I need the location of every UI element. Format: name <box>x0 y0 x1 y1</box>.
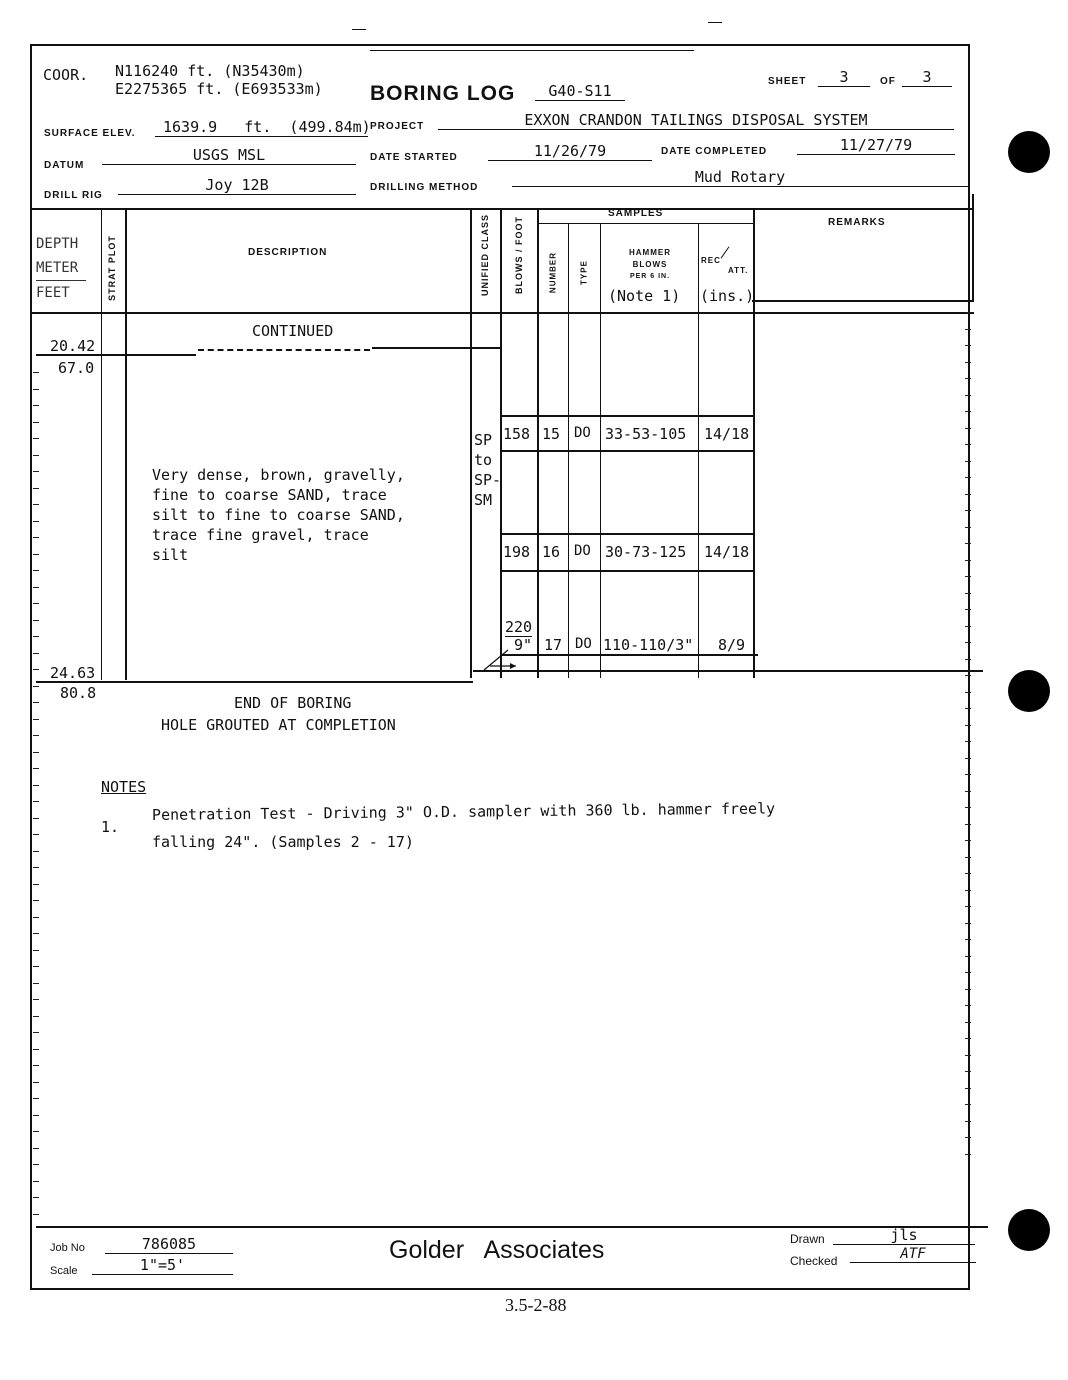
scale-tick <box>965 576 971 577</box>
scale-label: Scale <box>50 1265 78 1277</box>
sample-blows-sub: 9" <box>514 636 533 654</box>
end-of-boring-line <box>36 681 473 683</box>
hammer-heading <box>602 247 698 283</box>
binding-mark <box>352 29 366 30</box>
scale-tick <box>965 1121 971 1122</box>
description-line: trace fine gravel, trace <box>152 526 369 544</box>
note-line-2: falling 24". (Samples 2 - 17) <box>152 833 414 851</box>
date-started-label: DATE STARTED <box>370 152 458 163</box>
scale-tick <box>33 735 39 736</box>
scale-tick <box>965 593 971 594</box>
hammer-note: (Note 1) <box>608 287 681 305</box>
scale-tick <box>965 362 971 363</box>
binding-mark <box>370 50 694 51</box>
datum-label: DATUM <box>44 160 85 171</box>
coordinates-east: E2275365 ft. (E693533m) <box>115 80 323 98</box>
scale-tick <box>965 428 971 429</box>
soil-description <box>152 465 405 565</box>
feet-heading: FEET <box>36 285 70 301</box>
depth-top-feet: 67.0 <box>58 359 95 377</box>
sample-row-line <box>500 654 758 656</box>
unified-class-heading: UNIFIED CLASS <box>480 214 490 297</box>
scale-tick <box>33 471 39 472</box>
description-heading: DESCRIPTION <box>248 247 328 258</box>
scale-tick <box>965 708 971 709</box>
company-name: Golder Associates <box>389 1236 605 1264</box>
header-bottom-border <box>30 312 974 314</box>
scale-tick <box>33 603 39 604</box>
col-depth-heading <box>36 232 86 305</box>
scale-tick <box>33 1098 39 1099</box>
scale-tick <box>33 653 39 654</box>
scale-tick <box>33 587 39 588</box>
scale-tick <box>33 1049 39 1050</box>
scale-tick <box>965 461 971 462</box>
sample-row-line <box>500 450 755 452</box>
scale-tick <box>33 669 39 670</box>
continued-divider <box>372 347 500 349</box>
col-div-desc <box>470 208 472 678</box>
note-number: 1. <box>101 818 120 836</box>
checked-label: Checked <box>790 1254 838 1268</box>
scale-tick <box>33 389 39 390</box>
hammer-heading-2: BLOWS <box>632 260 668 269</box>
scale-tick <box>965 527 971 528</box>
scale-tick <box>965 791 971 792</box>
sample-blows: 220 <box>505 618 533 636</box>
sample-blows: 158 <box>503 425 531 443</box>
hole-grouted: HOLE GROUTED AT COMPLETION <box>161 716 396 734</box>
scale-tick <box>33 900 39 901</box>
col-div-blows <box>537 208 539 678</box>
scale-tick <box>965 774 971 775</box>
sample-type: DO <box>574 425 591 441</box>
scale-tick <box>33 438 39 439</box>
note-line-1: Penetration Test - Driving 3" O.D. sampler with 360 lb. hammer freely <box>151 799 776 824</box>
unified-class-value <box>474 430 501 510</box>
strat-plot-heading: STRAT PLOT <box>107 235 117 301</box>
hammer-heading-3: PER 6 IN. <box>629 273 671 280</box>
samples-header-line <box>537 223 753 224</box>
scale-tick <box>965 1038 971 1039</box>
sample-number: 16 <box>542 543 561 561</box>
class-line: SP- <box>474 471 502 489</box>
sheet-label: SHEET <box>768 76 807 87</box>
scale-tick <box>33 636 39 637</box>
scale-tick <box>965 890 971 891</box>
sample-hammer-blows: 30-73-125 <box>605 543 687 561</box>
scale-tick <box>965 1137 971 1138</box>
scale-tick <box>33 1032 39 1033</box>
sheet-total: 3 <box>902 68 952 87</box>
sheet-number: 3 <box>818 68 870 87</box>
scale-tick <box>965 1071 971 1072</box>
scale-tick <box>33 834 39 835</box>
scale-tick <box>965 758 971 759</box>
scale-tick <box>965 807 971 808</box>
sample-type: DO <box>575 636 592 652</box>
sample-hammer-blows: 110-110/3" <box>603 636 694 654</box>
description-line: fine to coarse SAND, trace <box>152 486 387 504</box>
drawn-by: jls <box>833 1226 975 1245</box>
datum-value: USGS MSL <box>102 146 356 165</box>
col-div-depth <box>101 208 102 680</box>
scale-tick <box>965 824 971 825</box>
scale-tick <box>33 372 39 373</box>
scale-tick <box>33 933 39 934</box>
scale-tick <box>965 626 971 627</box>
scale-tick <box>33 1197 39 1198</box>
scale-tick <box>965 560 971 561</box>
scale-tick <box>33 686 39 687</box>
scale-tick <box>33 801 39 802</box>
scale-tick <box>965 956 971 957</box>
hammer-heading-1: HAMMER <box>629 248 671 257</box>
project-name: EXXON CRANDON TAILINGS DISPOSAL SYSTEM <box>438 111 954 130</box>
scale-tick <box>33 1164 39 1165</box>
samples-heading: SAMPLES <box>608 208 664 219</box>
drilling-method: Mud Rotary <box>512 168 968 187</box>
scale-tick <box>965 1005 971 1006</box>
coordinates-north: N116240 ft. (N35430m) <box>115 62 305 80</box>
scale-tick <box>965 329 971 330</box>
blows-foot-heading: BLOWS / FOOT <box>514 216 524 294</box>
scale-tick <box>965 494 971 495</box>
table-right-border <box>972 194 974 302</box>
description-line: silt <box>152 546 189 564</box>
scale-tick <box>33 554 39 555</box>
scale-tick <box>33 1082 39 1083</box>
surface-elev-label: SURFACE ELEV. <box>44 128 136 139</box>
scale-tick <box>965 510 971 511</box>
scale-tick <box>33 966 39 967</box>
scale-tick <box>33 752 39 753</box>
class-line: SP <box>474 431 493 449</box>
binder-hole <box>1008 131 1050 173</box>
scale-tick <box>965 659 971 660</box>
scale-tick <box>965 312 971 313</box>
col-div-strat <box>125 208 127 680</box>
scale-tick <box>33 1214 39 1215</box>
scale-tick <box>33 1181 39 1182</box>
scale-tick <box>965 725 971 726</box>
checked-by: ATF <box>850 1246 976 1263</box>
scale-tick <box>965 642 971 643</box>
scale-tick <box>33 620 39 621</box>
number-heading: NUMBER <box>548 251 558 294</box>
scale-tick <box>965 444 971 445</box>
scale-tick <box>33 702 39 703</box>
scale-tick <box>965 840 971 841</box>
date-started: 11/26/79 <box>488 142 652 161</box>
page-title: BORING LOG <box>370 82 516 105</box>
scale-tick <box>33 422 39 423</box>
sample-number: 15 <box>542 425 561 443</box>
scale-tick <box>33 950 39 951</box>
scale-tick <box>33 768 39 769</box>
depth-top-meters: 20.42 <box>50 337 96 355</box>
att-heading: ATT. <box>728 266 749 275</box>
description-line: silt to fine to coarse SAND, <box>152 506 405 524</box>
scale-tick <box>965 1088 971 1089</box>
rec-units: (ins.) <box>700 287 755 305</box>
page-number: 3.5-2-88 <box>505 1295 567 1315</box>
scale-tick <box>965 972 971 973</box>
scale-tick <box>33 405 39 406</box>
remarks-heading: REMARKS <box>828 217 886 228</box>
sample-hammer-blows: 33-53-105 <box>605 425 687 443</box>
scale-tick <box>965 543 971 544</box>
continued-label: CONTINUED <box>252 322 334 340</box>
scale-tick <box>965 1022 971 1023</box>
scale-tick <box>33 521 39 522</box>
scale-tick <box>965 906 971 907</box>
job-no-label: Job No <box>50 1242 85 1254</box>
drill-rig-label: DRILL RIG <box>44 190 103 201</box>
scale-tick <box>965 395 971 396</box>
scale-tick <box>33 917 39 918</box>
scale-tick <box>33 851 39 852</box>
end-of-boring-line-right <box>473 670 983 672</box>
project-label: PROJECT <box>370 121 425 132</box>
scale-tick <box>33 1131 39 1132</box>
scale-tick <box>33 1115 39 1116</box>
scale-tick <box>965 989 971 990</box>
sample-row-line <box>500 415 755 417</box>
col-div-rec <box>753 208 755 678</box>
scale-value: 1"=5' <box>92 1256 233 1275</box>
sample-recovery: 14/18 <box>704 425 750 443</box>
type-heading: TYPE <box>579 260 589 285</box>
scale-tick <box>33 719 39 720</box>
scale-tick <box>965 857 971 858</box>
binder-hole <box>1008 1209 1050 1251</box>
scale-tick <box>33 867 39 868</box>
sample-row-line <box>500 570 755 572</box>
sample-row-line <box>500 533 755 535</box>
binding-mark <box>708 22 722 23</box>
sample-recovery: 8/9 <box>718 636 746 654</box>
rec-heading: REC <box>701 256 721 265</box>
scale-tick <box>33 504 39 505</box>
scale-tick <box>965 1104 971 1105</box>
scale-tick <box>33 488 39 489</box>
depth-bottom-meters: 24.63 <box>50 664 96 682</box>
binder-hole <box>1008 670 1050 712</box>
date-completed-label: DATE COMPLETED <box>661 146 768 157</box>
table-top-border <box>30 208 974 210</box>
scale-tick <box>33 785 39 786</box>
scale-tick <box>965 692 971 693</box>
notes-heading: NOTES <box>101 778 147 796</box>
drill-rig: Joy 12B <box>118 176 356 195</box>
class-line: to <box>474 451 493 469</box>
scale-tick <box>965 741 971 742</box>
job-no: 786085 <box>105 1235 233 1254</box>
scale-tick <box>33 983 39 984</box>
depth-heading: DEPTH <box>36 236 79 252</box>
scale-tick <box>965 1055 971 1056</box>
coor-label: COOR. <box>43 66 89 84</box>
scale-tick <box>33 884 39 885</box>
scale-tick <box>965 923 971 924</box>
end-of-boring: END OF BORING <box>234 694 352 712</box>
description-line: Very dense, brown, gravelly, <box>152 466 405 484</box>
scale-tick <box>965 873 971 874</box>
scale-tick <box>33 1065 39 1066</box>
scale-tick <box>965 1154 971 1155</box>
drawn-label: Drawn <box>790 1232 825 1246</box>
scale-tick <box>965 378 971 379</box>
scale-tick <box>965 345 971 346</box>
scale-tick <box>33 1016 39 1017</box>
sample-recovery: 14/18 <box>704 543 750 561</box>
drilling-method-label: DRILLING METHOD <box>370 182 479 193</box>
scale-tick <box>965 411 971 412</box>
sample-blows: 198 <box>503 543 531 561</box>
depth-top-line <box>36 354 196 356</box>
scale-tick <box>33 455 39 456</box>
scale-tick <box>33 537 39 538</box>
boring-id: G40-S11 <box>535 82 625 101</box>
depth-top-dashes <box>198 349 370 351</box>
surface-elev: 1639.9 ft. (499.84m) <box>155 118 368 137</box>
sample-number: 17 <box>544 636 563 654</box>
scale-tick <box>33 999 39 1000</box>
scale-tick <box>965 609 971 610</box>
scale-tick <box>33 818 39 819</box>
depth-bottom-feet: 80.8 <box>60 684 97 702</box>
date-completed: 11/27/79 <box>797 136 955 155</box>
of-label: OF <box>880 76 896 87</box>
scale-tick <box>965 939 971 940</box>
class-line: SM <box>474 491 493 509</box>
scale-tick <box>965 477 971 478</box>
scale-tick <box>965 675 971 676</box>
meter-heading: METER <box>36 256 86 281</box>
sample-type: DO <box>574 543 591 559</box>
scale-tick <box>33 1148 39 1149</box>
scale-tick <box>33 570 39 571</box>
header-right-bottom <box>752 300 974 302</box>
